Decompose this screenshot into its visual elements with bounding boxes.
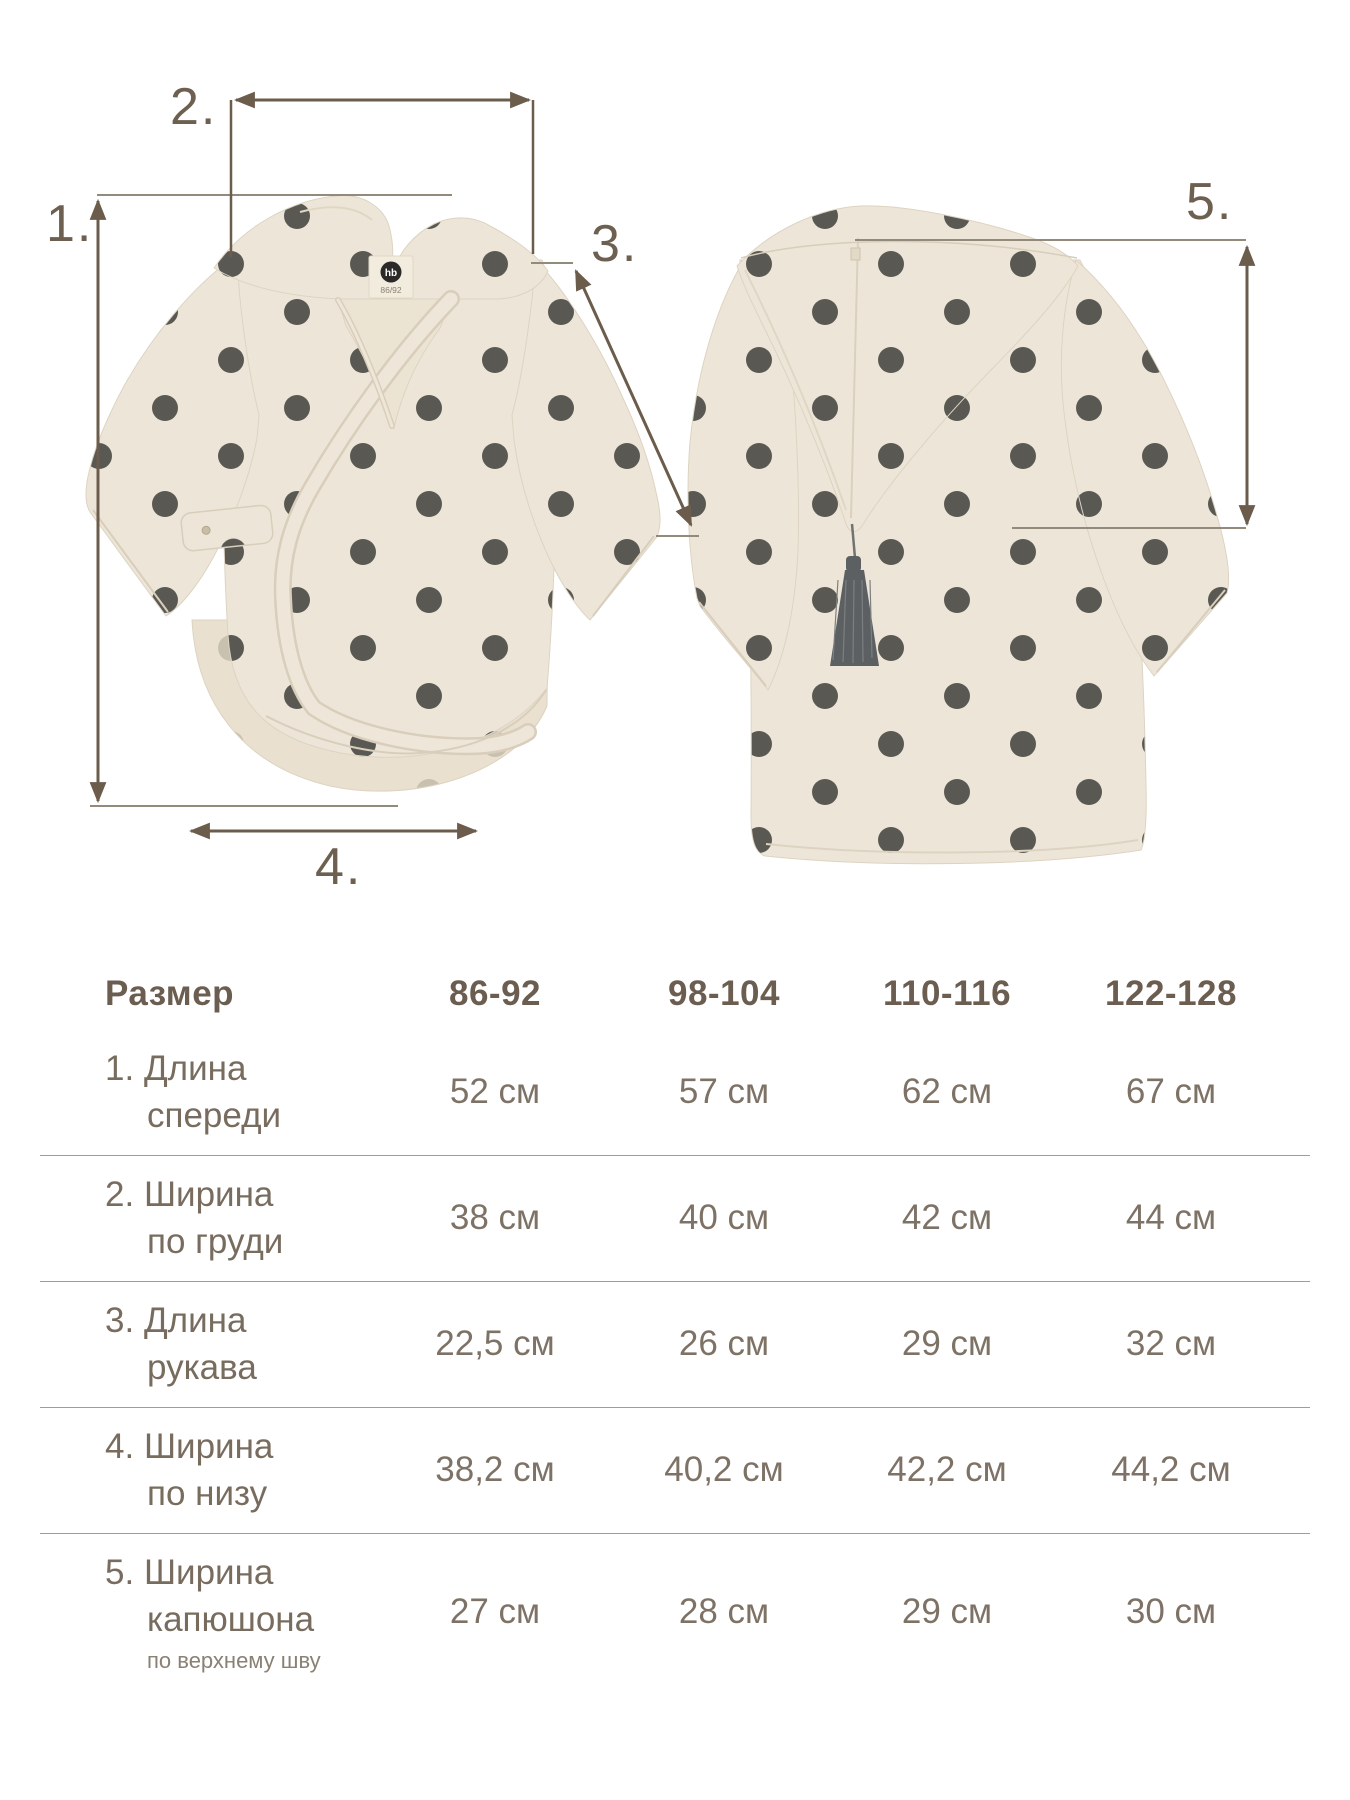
measurement-label-1: 1. xyxy=(46,195,94,253)
front-robe-illustration xyxy=(86,196,660,792)
brand-logo-text: hb xyxy=(384,268,398,279)
neck-tag xyxy=(369,256,413,298)
row-label xyxy=(40,1045,380,1139)
row-note: по верхнему шву xyxy=(147,1648,321,1673)
cell-value: 42,2 см xyxy=(887,1450,1007,1489)
table-row-bottom-width xyxy=(40,1408,1310,1534)
cell-value: 26 см xyxy=(678,1324,770,1363)
cell-value: 27 см xyxy=(449,1591,541,1631)
cell-value: 44,2 см xyxy=(1111,1450,1231,1489)
row-number: 4. xyxy=(105,1427,135,1466)
size-column-86-92: 86-92 xyxy=(448,974,542,1013)
row-label xyxy=(40,1171,380,1265)
row-title-line2: по низу xyxy=(147,1474,268,1513)
size-table xyxy=(40,958,1310,1690)
cell-value: 57 см xyxy=(678,1072,770,1111)
row-title: Длина xyxy=(143,1049,247,1088)
row-title: Ширина xyxy=(143,1427,274,1466)
cell-value: 28 см xyxy=(678,1591,770,1631)
cell-value: 38,2 см xyxy=(435,1450,555,1489)
row-title: Ширина xyxy=(143,1175,274,1214)
size-table-header-label: Размер xyxy=(105,974,235,1013)
row-label xyxy=(40,1549,380,1674)
neck-loop xyxy=(851,248,860,260)
cell-value: 62 см xyxy=(901,1072,993,1111)
row-label xyxy=(40,1423,380,1517)
cell-value: 42 см xyxy=(901,1198,993,1237)
measurement-label-3: 3. xyxy=(591,215,639,273)
cell-value: 38 см xyxy=(449,1198,541,1237)
row-label xyxy=(40,1297,380,1391)
size-column-110-116: 110-116 xyxy=(882,974,1012,1013)
row-title-line2: капюшона xyxy=(147,1600,315,1639)
row-number: 2. xyxy=(105,1175,135,1214)
belt-snap-button xyxy=(202,526,211,535)
cell-value: 40,2 см xyxy=(664,1450,784,1489)
measurement-label-5: 5. xyxy=(1186,173,1234,231)
cell-value: 52 см xyxy=(449,1072,541,1111)
row-title: Ширина xyxy=(143,1553,274,1592)
tag-size-text: 86/92 xyxy=(380,285,402,295)
size-column-122-128: 122-128 xyxy=(1105,974,1237,1013)
row-number: 3. xyxy=(105,1301,135,1340)
measurement-label-2: 2. xyxy=(170,78,218,136)
cell-value: 29 см xyxy=(901,1324,993,1363)
table-row-chest-width xyxy=(40,1156,1310,1282)
tassel-head xyxy=(846,556,861,572)
table-row-hood-width xyxy=(40,1534,1310,1690)
cell-value: 44 см xyxy=(1125,1198,1217,1237)
table-row-sleeve-length xyxy=(40,1282,1310,1408)
size-column-98-104: 98-104 xyxy=(668,974,780,1013)
row-number: 1. xyxy=(105,1049,135,1088)
measurement-label-4: 4. xyxy=(315,838,363,896)
row-number: 5. xyxy=(105,1553,135,1592)
row-title-line2: по груди xyxy=(147,1222,284,1261)
cell-value: 22,5 см xyxy=(435,1324,555,1363)
cell-value: 32 см xyxy=(1125,1324,1217,1363)
table-row-front-length xyxy=(40,1030,1310,1156)
row-title-line2: спереди xyxy=(147,1096,282,1135)
cell-value: 67 см xyxy=(1125,1072,1217,1111)
size-table-header xyxy=(40,958,1310,1030)
cell-value: 29 см xyxy=(901,1591,993,1631)
back-robe-illustration xyxy=(688,206,1229,864)
cell-value: 30 см xyxy=(1125,1591,1217,1631)
row-title-line2: рукава xyxy=(147,1348,257,1387)
cell-value: 40 см xyxy=(678,1198,770,1237)
row-title: Длина xyxy=(143,1301,247,1340)
